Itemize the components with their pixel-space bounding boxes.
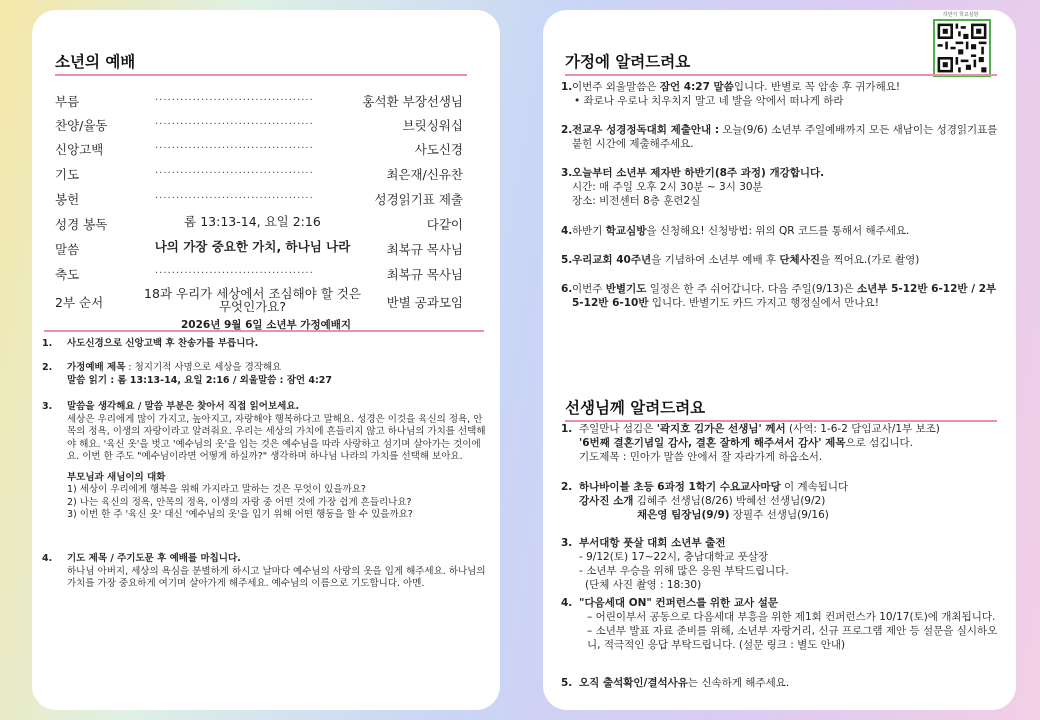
- service-item-name: 봉헌: [55, 192, 80, 207]
- service-order-row: [55, 92, 475, 114]
- service-order-row: [55, 165, 475, 187]
- service-item-content: 18과 우리가 세상에서 조심해야 할 것은 무엇인가요?: [144, 286, 361, 314]
- service-item-leader: 최복규 목사님: [386, 267, 463, 282]
- service-item-content: 나의 가장 중요한 가치, 하나님 나라: [154, 239, 351, 254]
- qr-label: 하반기 학교심방: [943, 12, 979, 18]
- home-title-underline: [565, 74, 997, 76]
- service-item-content: 롬 13:13-14, 요일 2:16: [184, 214, 321, 229]
- service-item-name: 2부 순서: [55, 295, 104, 310]
- service-order-row: [55, 240, 475, 262]
- service-item-leader: 최복규 목사님: [386, 242, 463, 257]
- leader-dots: ......................................: [155, 140, 314, 151]
- service-item-name: 축도: [55, 267, 80, 282]
- service-order-row: [55, 140, 475, 162]
- service-item-name: 부름: [55, 94, 80, 109]
- service-item-leader: 사도신경: [414, 142, 463, 157]
- service-item-leader: 성경읽기표 제출: [374, 192, 463, 207]
- service-order-row: [55, 215, 475, 237]
- service-item-leader: 다같이: [426, 217, 463, 232]
- left-panel: 소년의 예배 부름 ...................................... 홍석환 부장선생님 찬양/율동 ...................................... 브릿싱워십 신앙고백 ...................................... 사도신경 기도 ...................................... 최은재/신유찬 봉헌 ...................................... 성경읽기표 제출 성경 봉독 롬 13:13-14, 요일 2:16 다같이 말씀 나의 가장 중요한 가치, 하나님 나라 최복규 목사님 축도 ...................................... 최복규 목사님 2부 순서 18과 우리가 세상에서 조심해야 할 것은 무엇인가요? 반별 공과모임 2026년 9월 6일 소년부 가정예배지 1. 사도신경으로 신앙고백 후 찬송가를 부릅니다. 2. 가정예배 제목 : 청지기적 사명으로 세상을 경작해요 말씀 읽기 : 롬 13:13-14, 요일 2:16 / 외울말씀 : 잠언 4:27 3. 말씀을 생각해요 / 말씀 부분은 찾아서 직접 읽어보세요. 세상은 우리에게 많이 가지고, 높아지고, 자랑해야 행복하다고 말해요. 성경은 이것을 육신의 정욕, 안목의 정욕, 이생의 자랑이라고 알려줘요. 우리는 세상의 가치에 흔들리지 않고 하나님의 가치를 선택해야 해요. '육신 옷'을 벗고 '예수님의 옷'을 입는 것은 예수님을 따라 사랑하고 섬기며 살아가는 것이에요. 이번 한 주도 "예수님이라면 어떻게 하실까?" 생각하며 하나님 나라의 가치를 선택해 보아요. 부모님과 새님이의 대화 1) 세상이 우리에게 행복을 위해 가지라고 말하는 것은 무엇이 있을까요? 2) 나는 육신의 정욕, 안목의 정욕, 이생의 자랑 중 어떤 것에 가장 쉽게 흔들리나요? 3) 이번 한 주 '육신 옷' 대신 '예수님의 옷'을 입기 위해 어떤 행동을 할 수 있을까요? 4. 기도 제목 / 주기도문 후 예배를 마칩니다. 하나님 아버지, 세상의 욕심을 분별하게 하시고 날마다 예수님의 사랑의 옷을 입게 해주세요. 하나님의 가치를 가장 중요하게 여기며 살아가게 해주세요. 예수님의 이름으로 기도합니다. 아멘.: [32, 10, 500, 710]
- service-title: 소년의 예배: [55, 53, 136, 71]
- leader-dots: ......................................: [155, 265, 314, 276]
- service-order-row: [55, 116, 475, 138]
- service-item-name: 기도: [55, 167, 80, 182]
- service-item-leader: 홍석환 부장선생님: [362, 94, 463, 109]
- service-order-row: [55, 190, 475, 212]
- leader-dots: ......................................: [155, 190, 314, 201]
- leader-dots: ......................................: [155, 165, 314, 176]
- service-item-name: 신앙고백: [55, 142, 104, 157]
- teacher-notice-title: 선생님께 알려드려요: [565, 399, 706, 417]
- service-order-row: [55, 265, 475, 287]
- leader-dots: ......................................: [155, 92, 314, 103]
- service-item-name: 성경 봉독: [55, 217, 108, 232]
- service-item-leader: 반별 공과모임: [386, 295, 463, 310]
- family-worship-title: 2026년 9월 6일 소년부 가정예배지: [180, 319, 352, 331]
- title-underline: [55, 74, 467, 76]
- service-item-leader: 브릿싱워십: [402, 118, 463, 133]
- right-panel: 하반기 학교심방 가정에 알려드려요 1. 이번주 외울말씀은 잠언 4:27 말씀입니다. 반별로 꼭 암송 후 귀가해요! • 좌로나 우로나 치우치지 말고 네 발을 악에서 떠나게 하라 2. 전교우 성경정독대회 제출안내 : 오늘(9/6) 소년부 주일예배까지 모든 새남이는 성경읽기표를 붙힌 시간에 제출해주세요. 3. 오늘부터 소년부 제자반 하반기(8주 과정) 개강합니다. 시간: 매 주일 오후 2시 30분 ~ 3시 30분 장소: 비전센터 8층 훈련2실 4. 하반기 학교심방을 신청해요! 신청방법: 위의 QR 코드를 통해서 해주세요. 5. 우리교회 40주년을 기념하여 소년부 예배 후 단체사진을 찍어요.(가로 촬영) 6. 이번주 반별기도 일정은 한 주 쉬어갑니다. 다음 주일(9/13)은 소년부 5-12반 6-12반 / 2부 5-12반 6-10반 입니다. 반별기도 카드 가지고 행정실에서 만나요! 선생님께 알려드려요 1. 주일만나 섬김은 '곽지호 김가은 선생님' 께서 (사역: 1-6-2 담임교사/1부 보조) '6번째 결혼기념일 감사, 결혼 잘하게 해주셔서 감사' 제목으로 섬깁니다. 기도제목 : 민아가 말씀 안에서 잘 자라가게 하옵소서. 2. 하나바이블 초등 6과정 1학기 수요교사마당 이 계속됩니다 강사진 소개 김혜주 선생님(8/26) 박혜선 선생님(9/2) 채은영 팀장님(9/9) 장필주 선생님(9/16) 3. 부서대항 풋살 대회 소년부 출전 - 9/12(토) 17~22시, 충남대학교 풋살장 - 소년부 우승을 위해 많은 응원 부탁드립니다. (단체 사진 촬영 : 18:30) 4. "다음세대 ON" 컨퍼런스를 위한 교사 설문 – 어린이부서 공동으로 다음세대 부흥을 위한 제1회 컨퍼런스가 10/17(토)에 개최됩니다. – 소년부 발표 자료 준비를 위해, 소년부 자랑거리, 신규 프로그램 제안 등 설문을 실시하오니, 적극적인 응답 부탁드립니다. (설문 링크 : 별도 안내) 5. 오직 출석확인/결석사유는 신속하게 해주세요.: [543, 10, 1016, 710]
- service-item-leader: 최은재/신유찬: [386, 167, 463, 182]
- service-item-name: 말씀: [55, 242, 80, 257]
- qr-code-icon[interactable]: [933, 19, 991, 77]
- service-item-name: 찬양/율동: [55, 118, 108, 133]
- home-notice-title: 가정에 알려드려요: [565, 53, 691, 71]
- service-order-row: [55, 287, 475, 317]
- leader-dots: ......................................: [155, 116, 314, 127]
